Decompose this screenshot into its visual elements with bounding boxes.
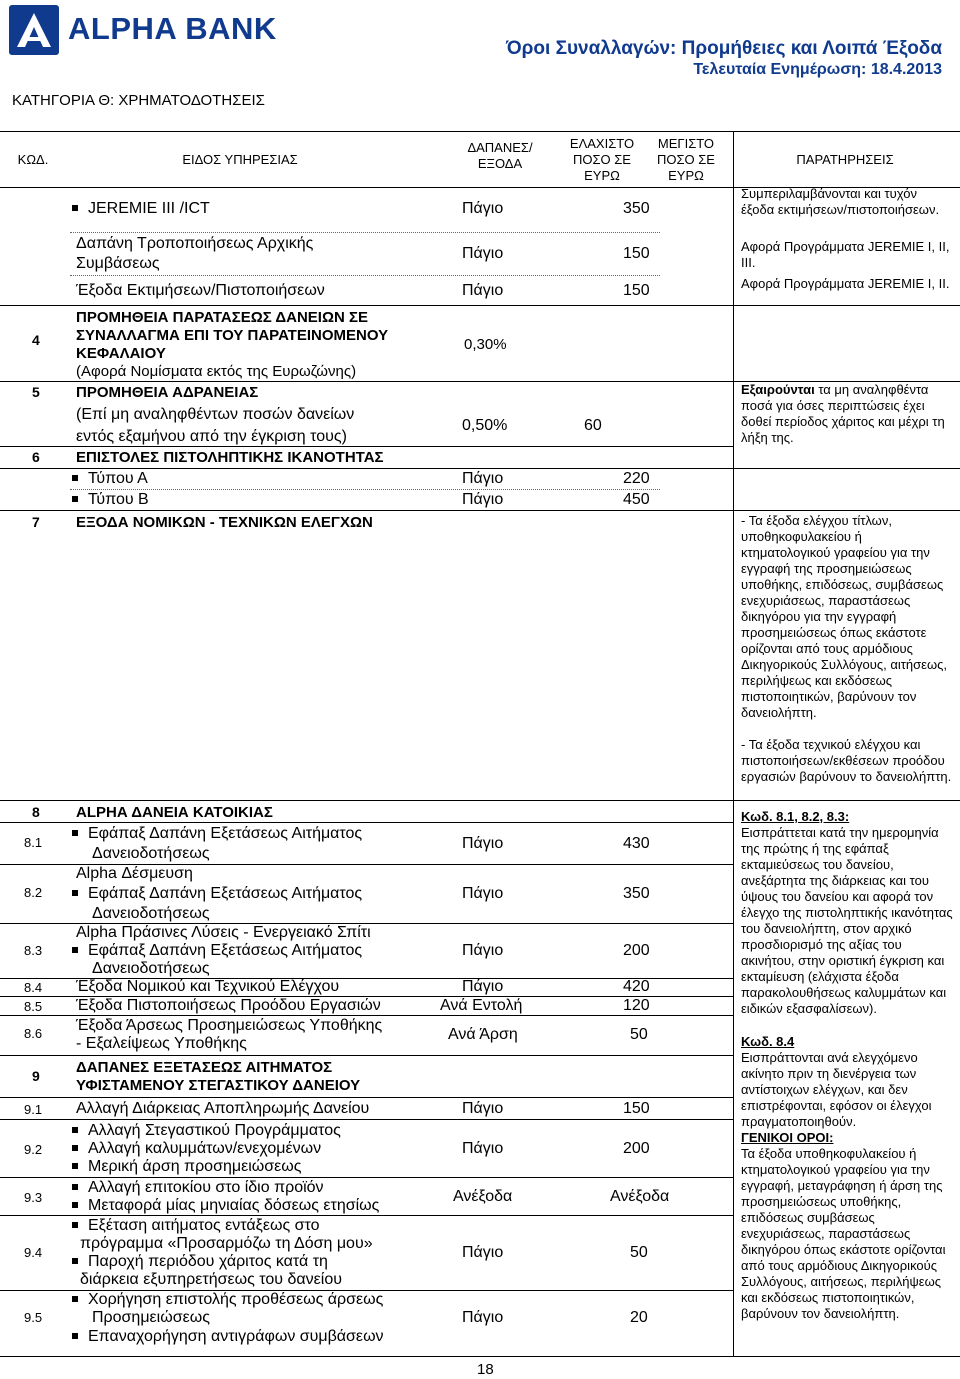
row91-label: Αλλαγή Διάρκειας Αποπληρωμής Δανείου — [76, 1100, 370, 1117]
row81-l1: Εφάπαξ Δαπάνη Εξετάσεως Αιτήματος — [72, 825, 362, 843]
note-81-83: Εισπράττεται κατά την ημερομηνία της πρώτης ή της εφάπαξ εκταμιεύσεως του δανείου, ανεξάρτητα της διάρκειας και του ύψους του δανείου και αφορά τον έλεγχο της πιστοληπτικής ικανότητας του δανειολήπτη, στον αρχικό προσδιορισμό της αξίας του ακινήτου, στην οριστική έγκριση και εκταμίευση (ελάχιστα έξοδα παρακολουθήσεως καλυμμάτων και ειδικών εξασφαλίσεων). — [741, 825, 953, 1016]
row-border — [0, 1015, 733, 1016]
document-title: Όροι Συναλλαγών: Προμήθειες και Λοιπά Έξοδα — [506, 38, 942, 59]
row95-l1: Χορήγηση επιστολής προθέσεως άρσεως — [72, 1291, 383, 1309]
row85-min: 120 — [623, 997, 650, 1014]
col-code: ΚΩΔ. — [17, 152, 49, 167]
note-jeremie: Συμπεριλαμβάνονται και τυχόν έξοδα εκτιμήσεων/πιστοποιήσεων. — [741, 186, 940, 217]
brand-name: ALPHA BANK — [68, 11, 277, 46]
note-dormancy — [741, 382, 953, 446]
row92-type: Πάγιο — [462, 1140, 504, 1157]
row92-l1: Αλλαγή Στεγαστικού Προγράμματος — [72, 1122, 341, 1140]
row86-min: 50 — [630, 1026, 648, 1043]
row6-code: 6 — [32, 449, 40, 465]
row-border — [0, 800, 960, 801]
row93-code: 9.3 — [24, 1190, 43, 1205]
row82-l1: Εφάπαξ Δαπάνη Εξετάσεως Αιτήματος — [72, 885, 362, 903]
row94-l3: Παροχή περιόδου χάριτος κατά τη — [72, 1253, 328, 1271]
row93-type: Ανέξοδα — [453, 1188, 513, 1205]
row95-min: 20 — [630, 1309, 648, 1326]
row84-min: 420 — [623, 978, 650, 995]
row-border — [0, 822, 733, 823]
row82-type: Πάγιο — [462, 885, 504, 902]
note-jeremie-programs: Αφορά Προγράμματα JEREMIE I, II, III. — [741, 239, 950, 270]
row92-l3: Μερική άρση προσημειώσεως — [72, 1158, 301, 1176]
row7-title: ΕΞΟΔΑ ΝΟΜΙΚΩΝ - ΤΕΧΝΙΚΩΝ ΕΛΕΓΧΩΝ — [76, 514, 373, 531]
row83-l2: Δανειοδοτήσεως — [92, 960, 210, 977]
general-terms-heading: ΓΕΝΙΚΟΙ ΟΡΟΙ: — [741, 1130, 834, 1145]
row6-title: ΕΠΙΣΤΟΛΕΣ ΠΙΣΤΟΛΗΠΤΙΚΗΣ ΙΚΑΝΟΤΗΤΑΣ — [76, 449, 384, 466]
row-border — [0, 1177, 733, 1178]
row-jeremie-min: 350 — [623, 200, 650, 217]
row-jeremie-type: Πάγιο — [462, 200, 504, 217]
note-legal-costs: - Τα έξοδα ελέγχου τίτλων, υποθηκοφυλακείου ή κτηματολογικού γραφείου για την εγγραφή της προσημειώσεως υποθήκης, επιδόσεως, συμβάσεως ενεχυριάσεως, παραστάσεως δικηγόρου για την εγγραφή προσημειώσεως όπως εκάστοτε ορίζονται από τους αρμόδιους Δικηγορικούς Συλλόγους, αιτήσεως, περιλήψεως και εκδόσεως πιστοποιητικών, βαρύνουν τον δανειολήπτη. — [741, 513, 947, 720]
row5-l1: (Επί μη αναληφθέντων ποσών δανείων — [76, 406, 355, 423]
col-expenses: ΔΑΠΑΝΕΣ/ ΕΞΟΔΑ — [467, 140, 533, 171]
row95-l3: Επαναχορήγηση αντιγράφων συμβάσεων — [72, 1328, 384, 1346]
row4-code: 4 — [32, 332, 40, 348]
row5-title: ΠΡΟΜΗΘΕΙΑ ΑΔΡΑΝΕΙΑΣ — [76, 384, 259, 401]
col-min: ΕΛΑΧΙΣΤΟ ΠΟΣΟ ΣΕ ΕΥΡΩ — [569, 136, 635, 183]
row7-code: 7 — [32, 514, 40, 530]
row-mod-type: Πάγιο — [462, 245, 504, 262]
row83-min: 200 — [623, 942, 650, 959]
general-terms: Τα έξοδα υποθηκοφυλακείου ή κτηματολογικού γραφείου για την εγγραφή, μεταγράφηση ή άρση της προσημειώσεως υποθήκης, επιδόσεως συμβάσεως ενεχυριάσεως, παραστάσεως δικηγόρου όπως εκάστοτε ορίζονται από τους αρμόδιους Δικηγορικούς Συλλόγους, αιτήσεως, περιλήψεως και εκδόσεως πιστοποιητικών, βαρύνουν τον δανειολήπτη. — [741, 1146, 946, 1321]
note-dormancy-bold: Εξαιρούνται — [741, 382, 815, 397]
row6a: Τύπου Α — [72, 470, 148, 488]
row91-min: 150 — [623, 1100, 650, 1117]
row93-l1: Αλλαγή επιτοκίου στο ίδιο προϊόν — [72, 1179, 324, 1197]
alpha-bank-logo — [9, 5, 59, 55]
table-bottom-border — [0, 1356, 960, 1357]
row4-l4: (Αφορά Νομίσματα εκτός της Ευρωζώνης) — [76, 363, 357, 380]
note-84: Εισπράττονται ανά ελεγχόμενο ακίνητο πριν τη διενέργεια των αντίστοιχων ελέγχων, και δεν επιστρέφονται, εφόσον οι έλεγχοι πραγματοποιηθούν. — [741, 1050, 932, 1129]
note-84-heading: Κωδ. 8.4 — [741, 1034, 795, 1049]
row6b-min: 450 — [623, 491, 650, 508]
row-border — [0, 1119, 733, 1120]
row9-code: 9 — [32, 1068, 40, 1084]
row86-l2: - Εξαλείψεως Υποθήκης — [76, 1035, 247, 1052]
row6a-type: Πάγιο — [462, 470, 504, 487]
row-border — [0, 446, 733, 447]
row83-code: 8.3 — [24, 943, 43, 958]
row-mod-min: 150 — [623, 245, 650, 262]
last-updated: Τελευταία Ενημέρωση: 18.4.2013 — [693, 61, 942, 78]
row94-l4: διάρκεια εξυπηρετήσεως του δανείου — [80, 1271, 342, 1288]
row6a-min: 220 — [623, 470, 650, 487]
row6b: Τύπου Β — [72, 491, 149, 509]
row94-type: Πάγιο — [462, 1244, 504, 1261]
row83-type: Πάγιο — [462, 942, 504, 959]
row95-code: 9.5 — [24, 1310, 43, 1325]
row85-label: Έξοδα Πιστοποιήσεως Προόδου Εργασιών — [76, 997, 381, 1014]
row-divider — [70, 489, 660, 490]
category-title: ΚΑΤΗΓΟΡΙΑ Θ: ΧΡΗΜΑΤΟΔΟΤΗΣΕΙΣ — [12, 92, 265, 109]
row94-code: 9.4 — [24, 1245, 43, 1260]
note-technical-costs: - Τα έξοδα τεχνικού ελέγχου και πιστοποιήσεων/εκθέσεων προόδου εργασιών βαρύνουν το δανειολήπτη. — [741, 737, 952, 784]
table-top-border — [0, 131, 960, 132]
row81-l2: Δανειοδοτήσεως — [92, 845, 210, 862]
row4-l1: ΠΡΟΜΗΘΕΙΑ ΠΑΡΑΤΑΣΕΩΣ ΔΑΝΕΙΩΝ ΣΕ — [76, 309, 368, 326]
col-service: ΕΙΔΟΣ ΥΠΗΡΕΣΙΑΣ — [182, 152, 298, 167]
row-val-type: Πάγιο — [462, 282, 504, 299]
row83-l1: Εφάπαξ Δαπάνη Εξετάσεως Αιτήματος — [72, 942, 362, 960]
row-val-min: 150 — [623, 282, 650, 299]
row85-type: Ανά Εντολή — [440, 997, 523, 1014]
row-border — [0, 1215, 733, 1216]
row92-min: 200 — [623, 1140, 650, 1157]
note-dormancy-text: τα μη αναληφθέντα ποσά για όσες περιπτώσεις έχει δοθεί περίοδος χάριτος και μέχρι τη λήξη της. — [741, 382, 945, 445]
row94-l1: Εξέταση αιτήματος εντάξεως στο — [72, 1217, 319, 1235]
row84-label: Έξοδα Νομικού και Τεχνικού Ελέγχου — [76, 978, 340, 995]
row86-l1: Έξοδα Άρσεως Προσημειώσεως Υποθήκης — [76, 1017, 383, 1034]
row9-l1: ΔΑΠΑΝΕΣ ΕΞΕΤΑΣΕΩΣ ΑΙΤΗΜΑΤΟΣ — [76, 1059, 333, 1076]
row86-code: 8.6 — [24, 1026, 43, 1041]
row4-value: 0,30% — [464, 336, 507, 353]
row95-l2: Προσημειώσεως — [92, 1309, 210, 1326]
col-max: ΜΕΓΙΣΤΟ ΠΟΣΟ ΣΕ ΕΥΡΩ — [657, 136, 715, 183]
row-border — [0, 1097, 733, 1098]
note-valuation-programs: Αφορά Προγράμματα JEREMIE I, II. — [741, 276, 950, 291]
row9-l2: ΥΦΙΣΤΑΜΕΝΟΥ ΣΤΕΓΑΣΤΙΚΟΥ ΔΑΝΕΙΟΥ — [76, 1077, 361, 1094]
row91-type: Πάγιο — [462, 1100, 504, 1117]
row5-value: 0,50% — [462, 417, 508, 434]
row93-l2: Μεταφορά μίας μηνιαίας δόσεως ετησίως — [72, 1197, 379, 1215]
row8-title: ALPHA ΔΑΝΕΙΑ ΚΑΤΟΙΚΙΑΣ — [76, 804, 273, 821]
row92-l2: Αλλαγή καλυμμάτων/ενεχομένων — [72, 1140, 321, 1158]
row83-l0: Alpha Πράσινες Λύσεις - Ενεργειακό Σπίτι — [76, 924, 371, 941]
notes-column-divider — [733, 131, 734, 1356]
row-border — [0, 510, 960, 511]
row84-type: Πάγιο — [462, 978, 504, 995]
row4-l2: ΣΥΝΑΛΛΑΓΜΑ ΕΠΙ ΤΟΥ ΠΑΡΑΤΕΙΝΟΜΕΝΟΥ — [76, 327, 389, 344]
row5-min: 60 — [584, 417, 602, 434]
row86-type: Ανά Άρση — [448, 1026, 518, 1043]
row-divider — [70, 275, 660, 276]
row-border — [0, 1055, 733, 1056]
row81-code: 8.1 — [24, 835, 43, 850]
row81-type: Πάγιο — [462, 835, 504, 852]
row-val: Έξοδα Εκτιμήσεων/Πιστοποιήσεων — [76, 282, 325, 299]
row-border — [0, 305, 960, 306]
row95-type: Πάγιο — [462, 1309, 504, 1326]
row4-l3: ΚΕΦΑΛΑΙΟΥ — [76, 345, 166, 362]
row92-code: 9.2 — [24, 1142, 43, 1157]
row81-min: 430 — [623, 835, 650, 852]
row85-code: 8.5 — [24, 999, 43, 1014]
row84-code: 8.4 — [24, 980, 43, 995]
row91-code: 9.1 — [24, 1102, 43, 1117]
row-jeremie: JEREMIE III /ICT — [72, 200, 210, 218]
row5-code: 5 — [32, 384, 40, 400]
row-mod-l2: Συμβάσεως — [76, 255, 160, 272]
note-81-83-heading: Κωδ. 8.1, 8.2, 8.3: — [741, 809, 850, 824]
row93-min: Ανέξοδα — [610, 1188, 670, 1205]
row94-l2: πρόγραμμα «Προσαρμόζω τη Δόση μου» — [80, 1235, 373, 1252]
row-divider — [70, 232, 660, 233]
row82-code: 8.2 — [24, 885, 43, 900]
page-number: 18 — [477, 1361, 494, 1378]
row82-l2: Δανειοδοτήσεως — [92, 905, 210, 922]
row6b-type: Πάγιο — [462, 491, 504, 508]
col-notes: ΠΑΡΑΤΗΡΗΣΕΙΣ — [796, 152, 894, 167]
row-mod-l1: Δαπάνη Τροποποιήσεως Αρχικής — [76, 235, 314, 252]
row82-min: 350 — [623, 885, 650, 902]
row8-code: 8 — [32, 804, 40, 820]
row5-l2: εντός εξαμήνου από την έγκριση τους) — [76, 428, 347, 445]
row94-min: 50 — [630, 1244, 648, 1261]
row82-l0: Alpha Δέσμευση — [76, 865, 193, 882]
row-border — [0, 468, 960, 469]
